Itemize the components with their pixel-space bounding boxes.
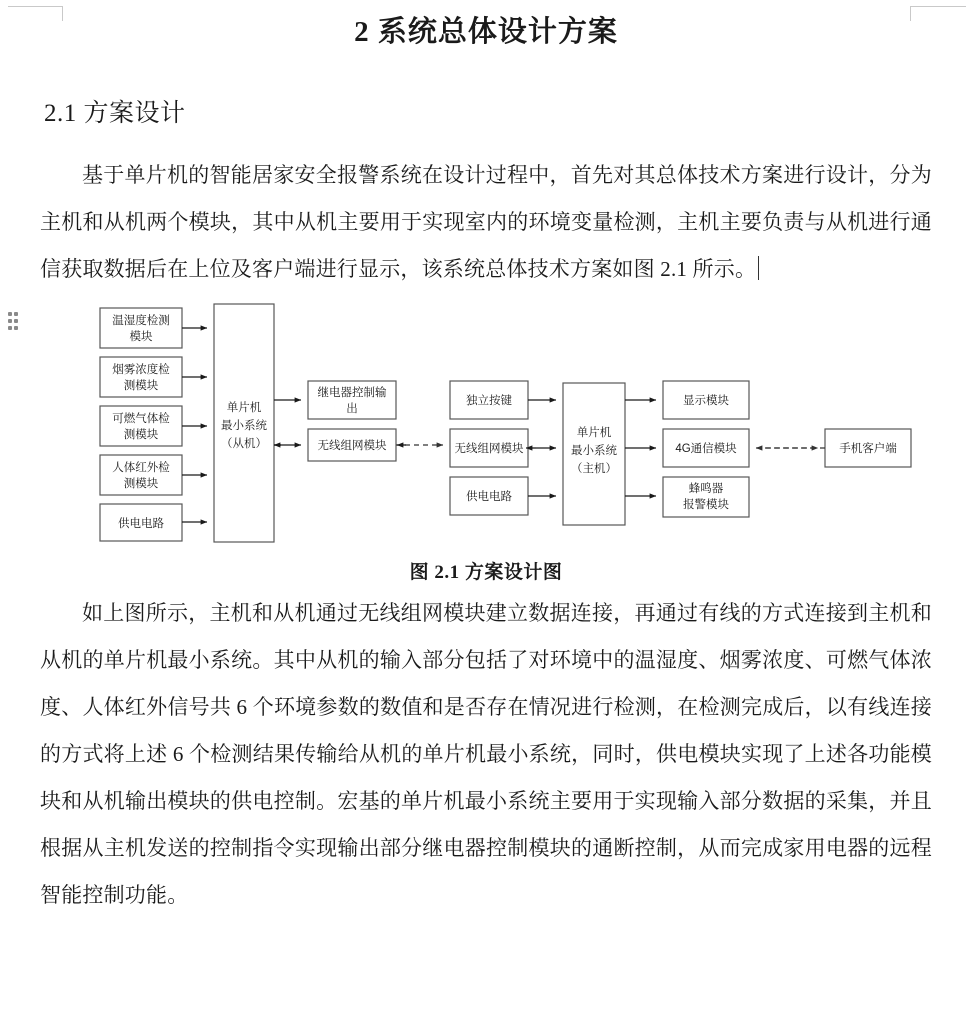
figure-label-infrared-line2: 测模块 [123,477,159,490]
figure-caption: 图 2.1 方案设计图 [409,561,563,583]
paragraph-description[interactable]: 如上图所示，主机和从机通过无线组网模块建立数据连接，再通过有线的方式连接到主机和从机的单片机最小系统。其中从机的输入部分包括了对环境中的温湿度、烟雾浓度、可燃气体浓度、人体红外信号共 6 个环境参数的数值和是否存在情况进行检测，在检测完成后，以有线连接的方式将上述 6 个检测结果传输给从机的单片机最小系统，同时，供电模块实现了上述各功能模块和从机输出模块的供电控制。宏基的单片机最小系统主要用于实现输入部分数据的采集，并且根据从主机发送的控制指令实现输出部分继电器控制模块的通断控制，从而完成家用电器的远程智能控制功能。 [40,600,932,907]
figure-label-infrared-line1: 人体红外检 [112,461,170,474]
figure-label-buzzer-line2: 报警模块 [683,498,729,511]
figure-label-gas-line2: 测模块 [123,428,159,441]
figure-label-mcu-master-line1: 单片机 [576,426,612,439]
handle-dot [14,312,18,316]
handle-dot [14,319,18,323]
figure-label-mcu-slave-line3: （从机） [221,437,267,450]
figure-label-mcu-slave-line1: 单片机 [226,401,262,414]
figure-label-temp-humidity-line2: 模块 [129,330,153,343]
paragraph-intro[interactable] [40,130,932,293]
figure-2-1[interactable] [40,299,932,549]
page-title: 2 系统总体设计方案 [354,16,618,48]
figure-label-display: 显示模块 [683,394,729,407]
figure-label-wireless-master: 无线组网模块 [454,442,524,455]
figure-label-mcu-master-line2: 最小系统 [571,444,617,457]
figure-label-mobile-client: 手机客户端 [839,442,897,455]
figure-label-relay-line1: 继电器控制输 [317,386,387,399]
figure-label-gas-line1: 可燃气体检 [112,412,170,425]
figure-label-temp-humidity-line1: 温湿度检测 [112,314,170,327]
figure-label-mcu-slave-line2: 最小系统 [221,419,267,432]
figure-label-mcu-master-line3: （主机） [571,462,617,475]
figure-label-relay-line2: 出 [346,402,358,415]
handle-dot [8,312,12,316]
figure-label-smoke-line2: 测模块 [123,379,159,392]
paragraph-intro-text: 基于单片机的智能居家安全报警系统在设计过程中，首先对其总体技术方案进行设计，分为主机和从机两个模块，其中从机主要用于实现室内的环境变量检测，主机主要负责与从机进行通信获取数据后在上位及客户端进行显示，该系统总体技术方案如图 2.1 所示。 [40,162,932,281]
document-content [40,0,932,919]
figure-label-comm-4g: 4G通信模块 [675,442,737,455]
drag-handle-dots-icon[interactable] [8,312,20,332]
handle-dot [8,326,12,330]
figure-label-buzzer-line1: 蜂鸣器 [688,482,724,495]
figure-label-power-slave: 供电电路 [118,517,164,530]
figure-label-wireless-slave: 无线组网模块 [317,439,387,452]
figure-2-1-diagram [40,299,932,549]
section-heading-2-1: 2.1 方案设计 [44,100,186,128]
handle-dot [8,319,12,323]
figure-label-power-master: 供电电路 [466,490,512,503]
handle-dot [14,326,18,330]
text-cursor [758,256,759,280]
figure-label-smoke-line1: 烟雾浓度检 [112,363,170,376]
figure-label-keys: 独立按键 [466,394,512,407]
